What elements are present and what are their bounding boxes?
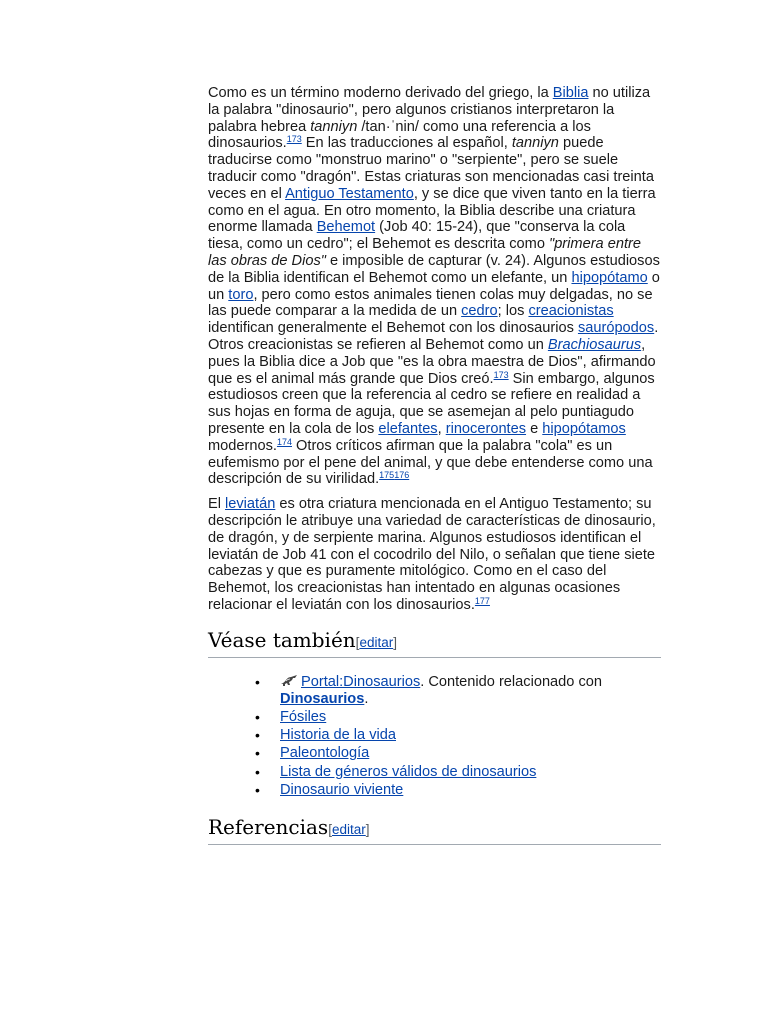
list-item: [255, 708, 661, 726]
citation-175[interactable]: 175: [379, 470, 395, 481]
paragraph-behemot: Como es un término moderno derivado del griego, la Biblia no utiliza la palabra "dinosaurio", pero algunos cristianos interpretaron la palabra hebrea tanniyn /tan·ˈnin/ como una referencia a los dinosaurios.$^{173}$ En las traducciones al español, tanniyn puede traducirse como "monstruo marino" o "serpiente", pero se suele traducir como "dragón". Estas criaturas son mencionadas casi treinta veces en el Antiguo Testamento, y se dice que viven tanto en la tierra como en el agua. En otro momento, la Biblia describe una criatura enorme llamada Behemot (Job 40: 15-24), que "conserva la cola tiesa, como un cedro"; el Behemot es descrita como "primera entre las obras de Dios" e imposible de capturar (v. 24). Algunos estudiosos de la Biblia identifican el Behemot como un elefante, un hipopótamo o un toro, pero como estos animales tienen colas muy delgadas, no se las puede comparar a la medida de un cedro; los creacionistas identifican generalmente el Behemot con los dinosaurios saurópodos. Otros creacionistas se refieren al Behemot como un Brachiosaurus, pues la Biblia dice a Job que "es la obra maestra de Dios", afirmando que es el animal más grande que Dios creó.$^{173}$ Sin embargo, algunos estudiosos creen que la referencia al cedro se refiere en realidad a sus hojas en forma de aguja, que se asemejan al pelo puntiagudo presente en la cola de los elefantes, rinocerontes e hipopótamos modernos.$^{174}$ Otros críticos afirman que la palabra "cola" es un eufemismo por el pene del animal, y que debe entenderse como una descripción de su virilidad.$^{175176}$: [208, 85, 660, 488]
list-item: [255, 763, 661, 781]
link-behemot[interactable]: Behemot: [316, 219, 376, 236]
link-toro[interactable]: toro: [228, 286, 254, 303]
link-historia-de-la-vida[interactable]: Historia de la vida: [280, 727, 396, 744]
link-hipopotamo[interactable]: hipopótamo: [571, 269, 648, 286]
dinosaur-icon: [280, 674, 298, 687]
bullet: •: [255, 763, 260, 780]
link-paleontologia[interactable]: Paleontología: [280, 745, 370, 762]
citation-173-b[interactable]: 173: [493, 369, 509, 380]
link-biblia[interactable]: Biblia: [552, 85, 589, 101]
edit-link-references[interactable]: editar: [331, 821, 366, 837]
link-creacionistas[interactable]: creacionistas: [528, 303, 614, 320]
section-heading-see-also: Véase también[editar]: [208, 628, 661, 658]
link-portal-dinosaurios[interactable]: Portal:Dinosaurios: [301, 673, 421, 690]
bullet: •: [255, 727, 260, 744]
citation-177[interactable]: 177: [474, 595, 490, 606]
link-cedro[interactable]: cedro: [461, 303, 498, 320]
link-sauropodos[interactable]: saurópodos: [577, 320, 655, 337]
citation-173[interactable]: 173: [286, 134, 302, 145]
bullet: •: [255, 745, 260, 762]
edit-section-references: [editar]: [328, 821, 370, 837]
link-elefantes[interactable]: elefantes: [378, 420, 438, 437]
bullet: •: [255, 708, 260, 725]
link-dinosaurio-viviente[interactable]: Dinosaurio viviente: [280, 781, 404, 798]
list-item: [255, 781, 661, 799]
edit-section-see-also: [editar]: [355, 634, 397, 650]
article-content: [208, 85, 661, 845]
link-hipopotamos[interactable]: hipopótamos: [542, 420, 626, 437]
list-item: [255, 745, 661, 762]
section-heading-references: Referencias[editar]: [208, 815, 661, 845]
list-item-portal: • Portal:Dinosaurios. Contenido relacionado con Dinosaurios.: [255, 673, 602, 707]
link-antiguo-testamento[interactable]: Antiguo Testamento: [285, 185, 414, 202]
paragraph-leviatan: El leviatán es otra criatura mencionada en el Antiguo Testamento; su descripción le atribuye una variedad de características de dinosaurio, de dragón, y de serpiente marina. Algunos estudiosos identifican el leviatán de Job 41 con el cocodrilo del Nilo, o señalan que tiene siete cabezas y que es puramente mitológico. Como en el caso del Behemot, los creacionistas han intentado en algunas ocasiones relacionar el leviatán con los dinosaurios.$^{177}$: [208, 496, 656, 613]
bullet: •: [255, 781, 260, 798]
citation-174[interactable]: 174: [276, 436, 292, 447]
see-also-list: [208, 674, 661, 799]
citation-176[interactable]: 176: [394, 470, 410, 481]
bullet: •: [255, 673, 260, 690]
link-rinocerontes[interactable]: rinocerontes: [445, 420, 527, 437]
link-fosiles[interactable]: Fósiles: [280, 708, 327, 725]
link-brachiosaurus[interactable]: Brachiosaurus: [547, 336, 642, 353]
list-item: [255, 727, 661, 744]
link-dinosaurios[interactable]: Dinosaurios: [280, 690, 365, 707]
edit-link-see-also[interactable]: editar: [359, 634, 394, 650]
link-lista-generos[interactable]: Lista de géneros válidos de dinosaurios: [280, 763, 537, 780]
link-leviatan[interactable]: leviatán: [225, 496, 276, 513]
